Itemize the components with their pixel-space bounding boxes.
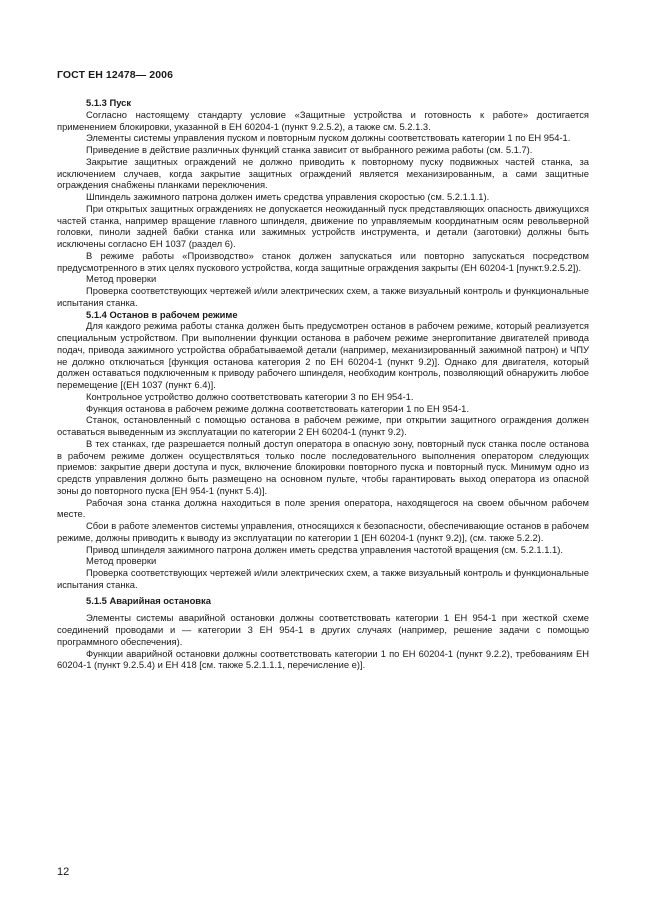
body-paragraph: В тех станках, где разрешается полный доступ оператора в опасную зону, повторный пуск станка после останова в рабочем режиме должен осуществляться только после последовательного выполнения оператором следующих приемов: закрытие двери доступа и пуск, включение блокировки повторного пуска и повторный пуск. Минимум одно из средств управления должно быть размещено на основном пульте, чтобы гарантировать выход оператора из опасной зоны до повторного пуска [ЕН 954-1 (пункт 5.4)]. — [57, 437, 589, 496]
body-paragraph: Шпиндель зажимного патрона должен иметь средства управления скоростью (см. 5.2.1.1.1). — [86, 191, 490, 202]
section-heading: 5.1.3 Пуск — [86, 97, 132, 108]
body-paragraph: Элементы системы аварийной остановки должны соответствовать категории 1 ЕН 954-1 при жесткой схеме соединений проводами и — категории 3 ЕН 954-1 в других случаях (например, решение задачи с помощью программного обеспечения). — [57, 612, 589, 647]
body-paragraph: Контрольное устройство должно соответствовать категории 3 по ЕН 954-1. — [86, 390, 414, 402]
section-heading: 5.1.4 Останов в рабочем режиме — [86, 308, 238, 320]
body-paragraph: Приведение в действие различных функций станка зависит от выбранного режима работы (см. 5.1.7). — [86, 144, 533, 155]
document-body — [57, 97, 589, 671]
body-paragraph: Согласно настоящему стандарту условие «Защитные устройства и готовность к работе» достигается применением блокировки, указанной в ЕН 60204-1 (пункт 9.2.5.2), а также см. 5.2.1.3. — [57, 108, 589, 132]
body-paragraph: Для каждого режима работы станка должен быть предусмотрен останов в рабочем режиме, который реализуется специальным устройством. При выполнении функции останова в рабочем режиме энергопитание двигателей привода подач, привода зажимного устройства обрабатываемой детали (например, механизированный зажимной патрон) и ЧПУ не должно отключаться [функция останова категория 2 по ЕН 60204-1 (пункт 9.2)]. Однако для двигателя, который должен оставаться подключенным к приводу рабочего шпинделя, необходим контроль, позволяющий обнаружить любое перемещение [(ЕН 1037 (пункт 6.4)]. — [57, 320, 589, 390]
body-paragraph: Проверка соответствующих чертежей и/или электрических схем, а также визуальный контроль и функциональные испытания станка. — [57, 567, 589, 590]
body-paragraph: Привод шпинделя зажимного патрона должен иметь средства управления частотой вращения (см. 5.2.1.1.1). — [86, 543, 563, 555]
body-paragraph: Закрытие защитных ограждений не должно приводить к повторному пуску подвижных частей станка, за исключением случаев, когда закрытие защитных ограждений является механизированным, а сами защитные ограждения снабжены планками переключения. — [57, 155, 589, 191]
body-paragraph: Рабочая зона станка должна находиться в поле зрения оператора, находящегося на своем обычном рабочем месте. — [57, 496, 589, 520]
body-paragraph: Станок, остановленный с помощью останова в рабочем режиме, при открытии защитного ограждения должен оставаться выведенным из эксплуатации по категории 2 ЕН 60204-1 (пункт 9.2). — [57, 414, 589, 437]
body-paragraph: Метод проверки — [86, 555, 157, 567]
body-paragraph: Элементы системы управления пуском и повторным пуском должны соответствовать категории 1 по ЕН 954-1. — [86, 132, 571, 144]
section-heading: 5.1.5 Аварийная остановка — [86, 594, 211, 606]
body-paragraph: Функции аварийной остановки должны соответствовать категории 1 по ЕН 60204-1 (пункт 9.2.2), требованиям ЕН 60204-1 (пункт 9.2.5.4) и ЕН 418 [см. также 5.2.1.1.1, перечисление е)]. — [57, 647, 589, 671]
body-paragraph: Метод проверки — [86, 273, 157, 285]
body-paragraph: Проверка соответствующих чертежей и/или электрических схем, а также визуальный контроль и функциональные испытания станка. — [57, 285, 589, 308]
page-number: 12 — [57, 866, 70, 878]
body-paragraph: При открытых защитных ограждениях не допускается неожиданный пуск представляющих опасность движущихся частей станка, например вращение главного шпинделя, движение по управляемым координатным осям револьверной головки, пиноли задней бабки станка или зажимных устройств инструмента, и детали (заготовки) должны быть исключены согласно ЕН 1037 (раздел 6). — [57, 202, 589, 249]
body-paragraph: В режиме работы «Производство» станок должен запускаться или повторно запускаться посредством предусмотренного в этих целях пускового устройства, когда защитные ограждения закрыты (ЕН 60204-1 [пункт.9.2.5.2]). — [57, 249, 589, 273]
document-header: ГОСТ ЕН 12478— 2006 — [57, 69, 174, 81]
body-paragraph: Функция останова в рабочем режиме должна соответствовать категории 1 по ЕН 954-1. — [86, 402, 469, 414]
body-paragraph: Сбои в работе элементов системы управления, относящихся к безопасности, обеспечивающие останов в рабочем режиме, должны приводить к выводу из эксплуатации по категории 1 [ЕН 60204-1 (пункт 9.2)], (см. также 5.2.2). — [57, 520, 589, 543]
